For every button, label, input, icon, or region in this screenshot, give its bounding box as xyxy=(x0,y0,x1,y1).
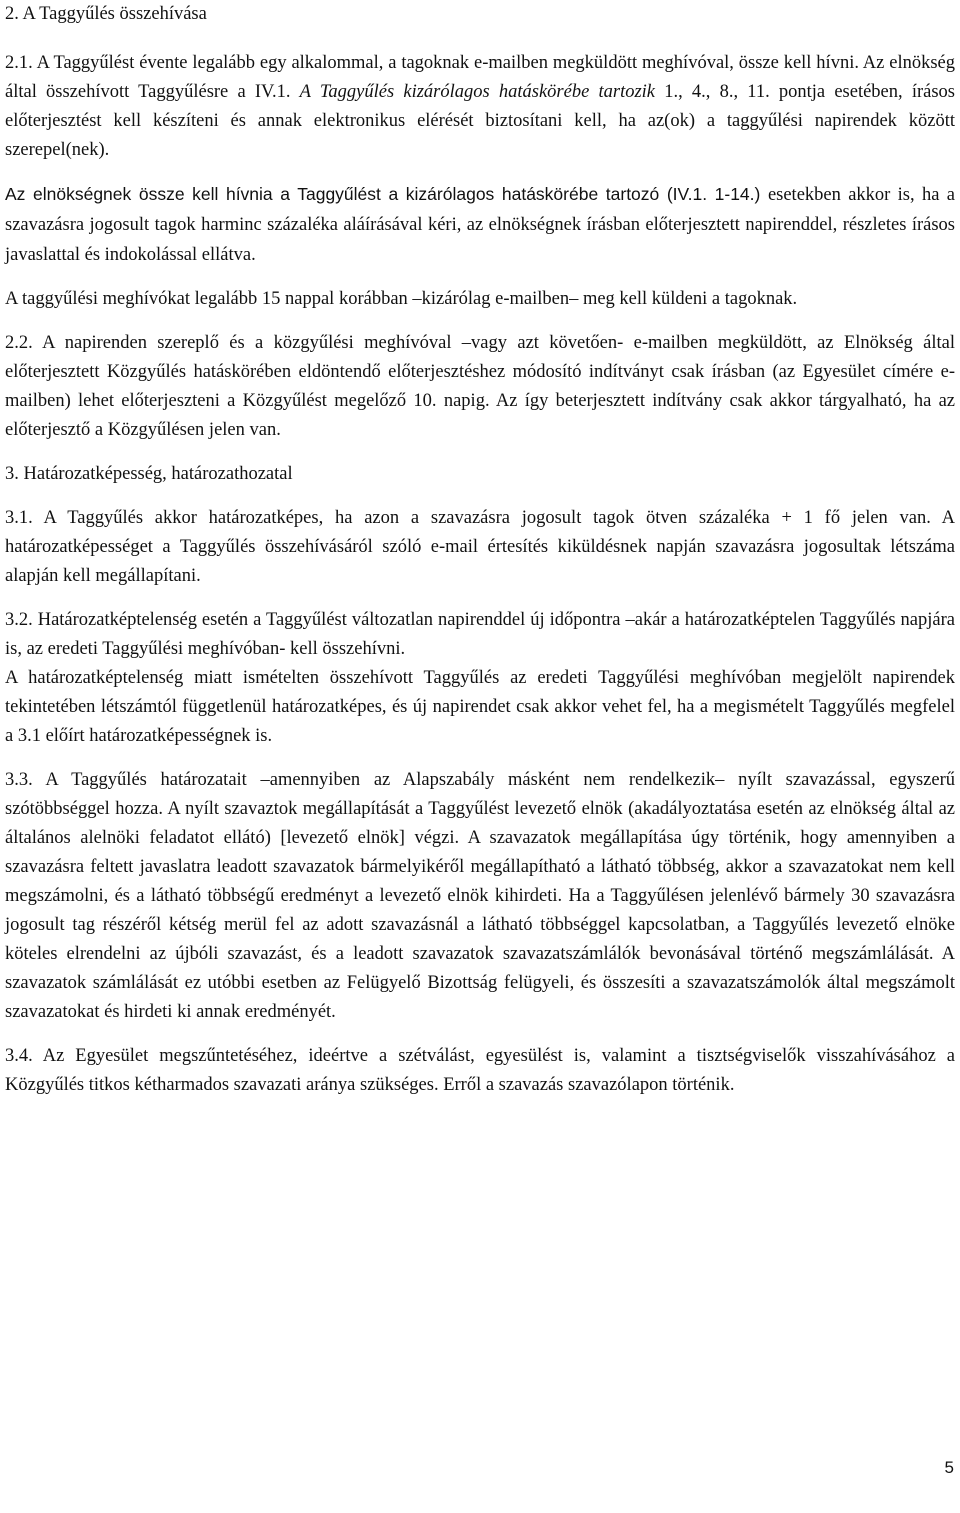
section-3-heading: 3. Határozatképesség, határozathozatal xyxy=(5,464,293,484)
paragraph-3-2: 3.2. Határozatképtelenség esetén a Taggyűlést változatlan napirenddel új időpontra –akár a határozatképtelen Taggyűlés napjára is, az eredeti Taggyűlési meghívóban- kell összehívni. xyxy=(5,610,955,659)
document-page xyxy=(5,0,955,1100)
paragraph-3-1: 3.1. A Taggyűlés akkor határozatképes, ha azon a szavazásra jogosult tagok ötven százaléka + 1 fő jelen van. A határozatképességet a Taggyűlés összehívásáról szóló e-mail értesítés kiküldésnek napján szavazásra jogosultak létszáma alapján kell megállapítani. xyxy=(5,508,955,586)
paragraph-3-4: 3.4. Az Egyesület megszűntetéséhez, ideértve a szétválást, egyesülést is, valamint a tisztségviselők visszahívásához a Közgyűlés titkos kétharmados szavazati aránya szükséges. Erről a szavazás szavazólapon történik. xyxy=(5,1046,955,1095)
section-2-heading: 2. A Taggyűlés összehívása xyxy=(5,4,207,24)
paragraph-3-3: 3.3. A Taggyűlés határozatait –amennyiben az Alapszabály másként nem rendelkezik– nyílt szavazással, egyszerű szótöbbséggel hozza. A nyílt szavaztok megállapítását a Taggyűlést levezető elnök (akadályoztatása esetén az elnökség által az általános alelnöki feladatot ellátó) [levezető elnök] végzi. A szavazatok megállapítása úgy történik, hogy amennyiben a szavazásra feltett javaslatra leadott szavazatok bármelyikéről megállapítható a látható többség, akkor a szavazatokat nem kell megszámolni, és a látható többségű eredményt a levezető elnök kihirdeti. Ha a Taggyűlésen jelenlévő bármely 30 szavazásra jogosult tag részéről kétség merül fel az adott szavazásnál a látható többséggel kapcsolatban, a Taggyűlés levezető elnöke köteles elrendelni az újbóli szavazást, és a leadott szavazatok szavazatszámlálók bevonásával történő megszámlálását. A szavazatok számlálását ez utóbbi esetben az Felügyelő Bizottság felügyeli, és összesíti a szavazatszámolók által megszámolt szavazatokat és hirdeti ki annak eredményét. xyxy=(5,770,955,1022)
paragraph-2-2: 2.2. A napirenden szereplő és a közgyűlési meghívóval –vagy azt követően- e-mailben megküldött, az Elnökség által előterjesztett Közgyűlés hatáskörében eldöntendő előterjesztéshez módosító indítványt csak írásban (az Egyesület címére e-mailben) lehet előterjeszteni a Közgyűlést megelőző 10. napig. Az így beterjesztett indítvány csak akkor tárgyalható, ha az előterjesztő a Közgyűlésen jelen van. xyxy=(5,333,955,440)
paragraph-3-2-cont: A határozatképtelenség miatt ismételten összehívott Taggyűlés az eredeti Taggyűlési meghívóban megjelölt napirendek tekintetében létszámtól függetlenül határozatképes, és új napirendet csak akkor vehet fel, ha a megismételt Taggyűlés megfelel a 3.1 előírt határozatképességnek is. xyxy=(5,668,955,746)
paragraph-2-1-cont: Az elnökségnek össze kell hívnia a Taggyűlést a kizárólagos hatáskörébe tartozó (IV.1. 1-14.) esetekben akkor is, ha a szavazásra jogosult tagok harminc százaléka aláírásával kéri, az elnökségnek írásban előterjesztett napirenddel, részletes írásos javaslattal és indokolással ellátva. xyxy=(5,184,955,265)
paragraph-invitations: A taggyűlési meghívókat legalább 15 nappal korábban –kizárólag e-mailben– meg kell küldeni a tagoknak. xyxy=(5,289,798,309)
page-number: 5 xyxy=(944,1458,954,1477)
paragraph-2-1: 2.1. A Taggyűlést évente legalább egy alkalommal, a tagoknak e-mailben megküldött meghívóval, össze kell hívni. Az elnökség által összehívott Taggyűlésre a IV.1. A Taggyűlés kizárólagos hatáskörébe tartozik 1., 4., 8., 11. pontja esetében, írásos előterjesztést kell készíteni és annak elektronikus elérését biztosítani kell, ha az(ok) a taggyűlési napirendek között szerepel(nek). xyxy=(5,53,955,160)
italic-phrase: A Taggyűlés kizárólagos hatáskörébe tartozik xyxy=(299,82,656,102)
